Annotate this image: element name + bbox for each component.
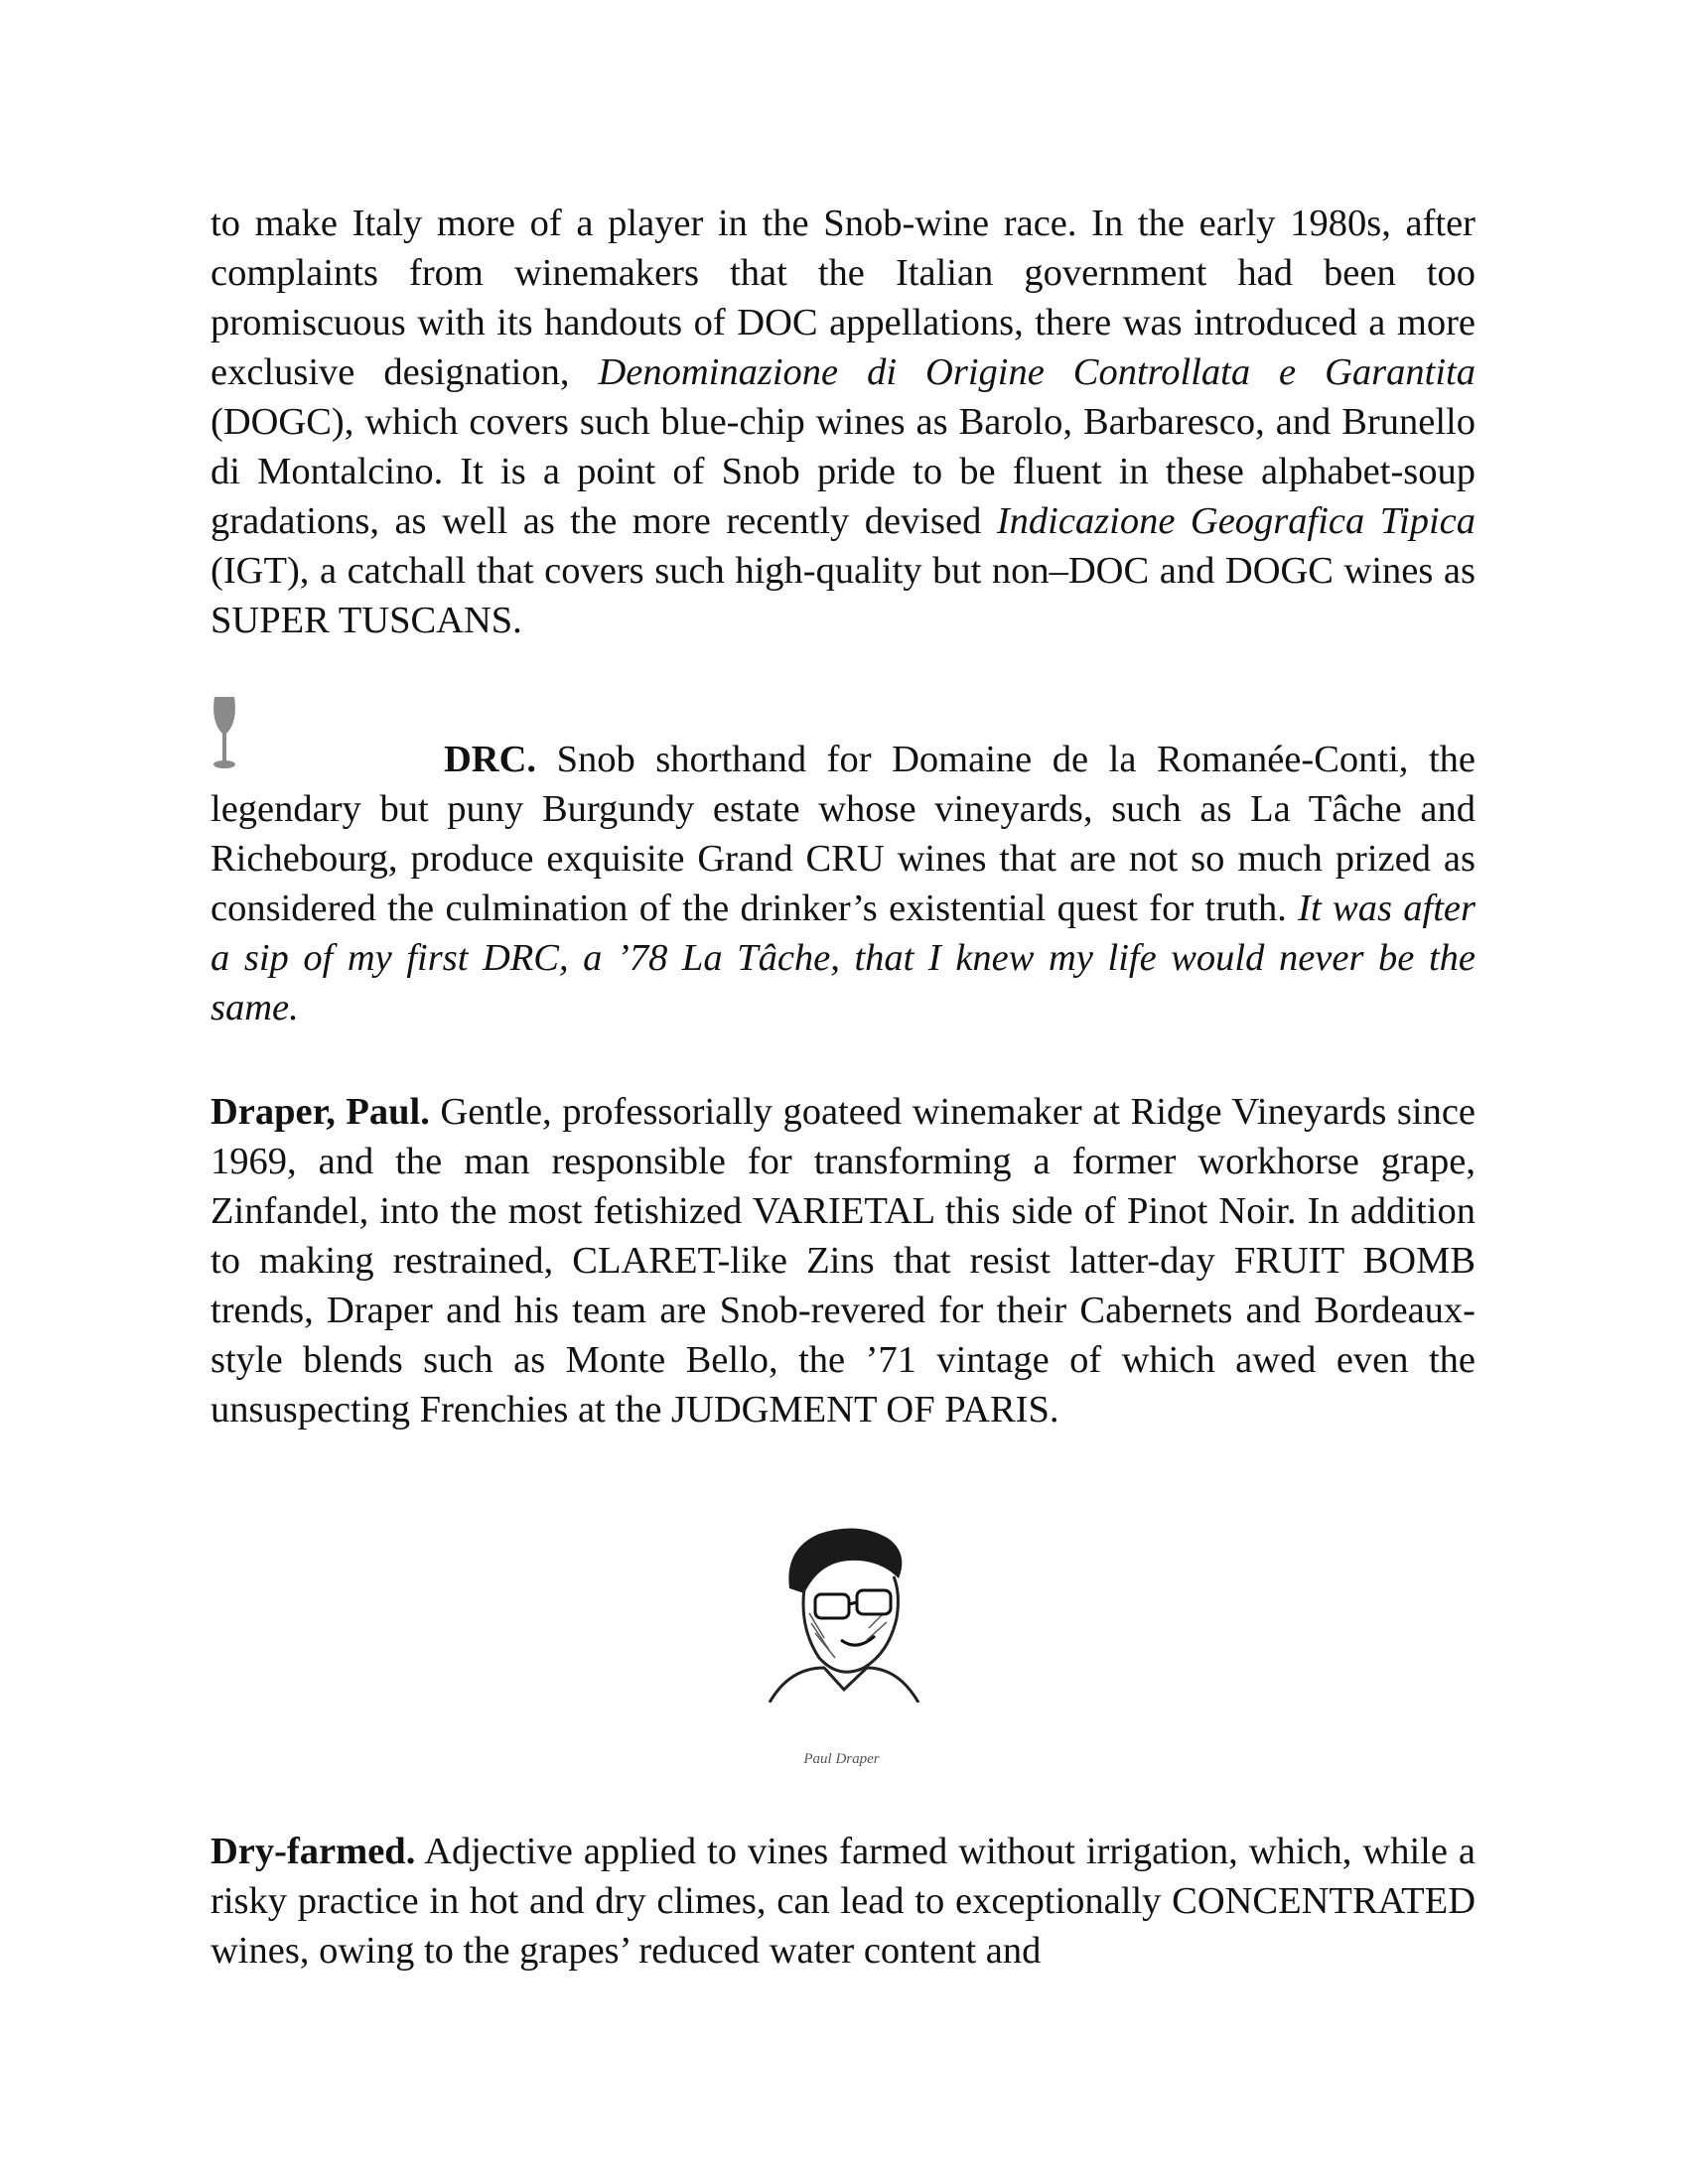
portrait-illustration xyxy=(750,1519,933,1703)
entry-continuation-doc xyxy=(211,199,1476,645)
entry-drc-text: Snob shorthand for Domaine de la Romanée-Conti, the legendary but puny Burgundy estate whose vineyards, such as La Tâche and Richebourg, produce exquisite Grand CRU wines that are not so much prized as considered the culmination of the drinker’s existential quest for truth. xyxy=(211,739,1476,929)
p1-term-igt: Indicazione Geografica Tipica xyxy=(996,500,1476,542)
entry-drc-term: DRC. xyxy=(444,739,537,780)
entry-draper-term: Draper, Paul. xyxy=(211,1091,430,1133)
p1-text-c: (IGT), a catchall that covers such high-quality but non–DOC and DOGC wines as SUPER TUSCANS. xyxy=(211,550,1476,641)
p1-text-a: to make Italy more of a player in the Snob-wine race. In the early 1980s, after complaints from winemakers that the Italian government had been too promiscuous with its handouts of DOC appellations, there was introduced a more exclusive designation, xyxy=(211,203,1476,393)
entry-dry-farmed xyxy=(211,1827,1476,1976)
entry-draper xyxy=(211,1087,1476,1434)
entry-dry-farmed-term: Dry-farmed. xyxy=(211,1831,416,1872)
p1-text-b: (DOGC), which covers such blue-chip wines as Barolo, Barbaresco, and Brunello di Montalcino. It is a point of Snob pride to be fluent in these alphabet-soup gradations, as well as the more recently devised xyxy=(211,401,1476,542)
portrait-caption: Paul Draper xyxy=(803,1751,880,1767)
entry-drc-example: It was after a sip of my first DRC, a ’78 La Tâche, that I knew my life would never be the same. xyxy=(211,887,1476,1028)
entry-dry-farmed-text: Adjective applied to vines farmed without irrigation, which, while a risky practice in hot and dry climes, can lead to exceptionally CONCENTRATED wines, owing to the grapes’ reduced water content and xyxy=(211,1831,1476,1972)
p1-term-docg: Denominazione di Origine Controllata e Garantita xyxy=(598,351,1477,393)
entry-drc xyxy=(211,735,1476,1032)
entry-draper-text: Gentle, professorially goateed winemaker at Ridge Vineyards since 1969, and the man responsible for transforming a former workhorse grape, Zinfandel, into the most fetishized VARIETAL this side of Pinot Noir. In addition to making restrained, CLARET-like Zins that resist latter-day FRUIT BOMB trends, Draper and his team are Snob-revered for their Cabernets and Bordeaux-style blends such as Monte Bello, the ’71 vintage of which awed even the unsuspecting Frenchies at the JUDGMENT OF PARIS. xyxy=(211,1091,1476,1431)
